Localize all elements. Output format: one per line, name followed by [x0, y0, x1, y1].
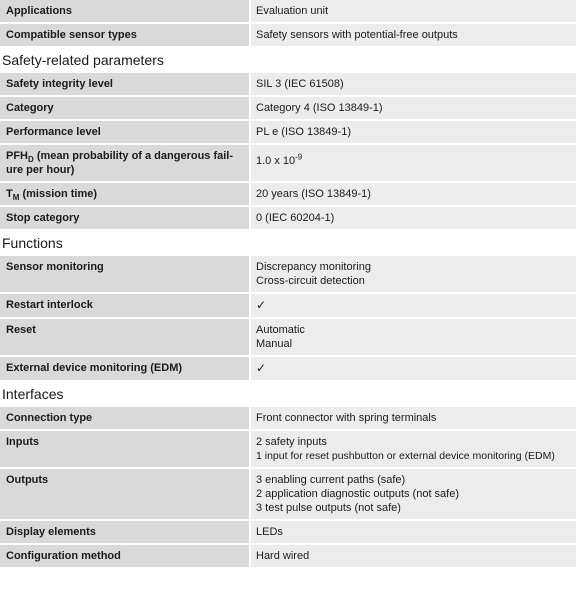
performance-level-label: Performance level [0, 121, 251, 145]
general-table [0, 0, 576, 48]
safety-section-heading: Safety-related parameters [2, 52, 164, 68]
outputs-value [251, 469, 576, 521]
restart-interlock-label: Restart interlock [0, 294, 251, 319]
connection-type-label: Connection type [0, 407, 251, 431]
sensor-monitoring-value [251, 256, 576, 294]
reset-line: Automatic [256, 324, 305, 336]
safety-table [0, 73, 576, 231]
table-row [0, 97, 576, 121]
sil-value: SIL 3 (IEC 61508) [251, 73, 576, 97]
outputs-line: 3 test pulse outputs (not safe) [256, 502, 401, 514]
pfh-value-base: 1.0 x 10 [256, 155, 296, 167]
table-row [0, 319, 576, 357]
inputs-value [251, 431, 576, 469]
table-row [0, 183, 576, 207]
table-row [0, 121, 576, 145]
table-row [0, 545, 576, 569]
configuration-method-value: Hard wired [251, 545, 576, 569]
table-row [0, 207, 576, 231]
table-row [0, 256, 576, 294]
mission-time-label [0, 183, 251, 207]
table-row [0, 521, 576, 545]
sensor-monitoring-label: Sensor monitoring [0, 256, 251, 294]
edm-value [251, 357, 576, 382]
display-elements-label: Display elements [0, 521, 251, 545]
display-elements-value: LEDs [251, 521, 576, 545]
table-row [0, 24, 576, 48]
mission-time-label-sub: M [12, 193, 20, 203]
pfh-label-main: PFH [6, 150, 28, 162]
category-label: Category [0, 97, 251, 121]
pfh-label-rest: (mean probability of a dangerous fail-ure per hour) [6, 150, 234, 176]
reset-label: Reset [0, 319, 251, 357]
outputs-line: 3 enabling current paths (safe) [256, 474, 406, 486]
outputs-label: Outputs [0, 469, 251, 521]
table-row [0, 294, 576, 319]
functions-section-heading: Functions [2, 235, 63, 251]
stop-category-value: 0 (IEC 60204-1) [251, 207, 576, 231]
table-row [0, 0, 576, 24]
checkmark-icon: ✓ [256, 298, 267, 312]
functions-table [0, 256, 576, 382]
table-row [0, 469, 576, 521]
pfh-label-sub: D [28, 155, 34, 165]
mission-time-value: 20 years (ISO 13849-1) [251, 183, 576, 207]
table-row [0, 73, 576, 97]
pfh-value-exponent: -9 [295, 152, 303, 162]
outputs-line: 2 application diagnostic outputs (not safe) [256, 488, 460, 500]
pfh-value [251, 145, 576, 183]
sensor-types-value: Safety sensors with potential-free outputs [251, 24, 576, 48]
inputs-line: 1 input for reset pushbutton or external device monitoring (EDM) [256, 450, 555, 462]
sensor-monitoring-line: Cross-circuit detection [256, 275, 365, 287]
stop-category-label: Stop category [0, 207, 251, 231]
configuration-method-label: Configuration method [0, 545, 251, 569]
sensor-types-label: Compatible sensor types [0, 24, 251, 48]
table-row [0, 357, 576, 382]
applications-label: Applications [0, 0, 251, 24]
inputs-line: 2 safety inputs [256, 436, 327, 448]
interfaces-table [0, 407, 576, 569]
inputs-label: Inputs [0, 431, 251, 469]
category-value: Category 4 (ISO 13849-1) [251, 97, 576, 121]
interfaces-section-heading: Interfaces [2, 386, 64, 402]
table-row [0, 145, 576, 183]
sensor-monitoring-line: Discrepancy monitoring [256, 261, 371, 273]
sil-label: Safety integrity level [0, 73, 251, 97]
reset-line: Manual [256, 338, 293, 350]
reset-value [251, 319, 576, 357]
pfh-label [0, 145, 251, 183]
mission-time-label-rest: (mission time) [19, 188, 98, 200]
performance-level-value: PL e (ISO 13849-1) [251, 121, 576, 145]
mission-time-label-main: T [6, 188, 13, 200]
checkmark-icon: ✓ [256, 361, 267, 375]
restart-interlock-value [251, 294, 576, 319]
table-row [0, 431, 576, 469]
edm-label: External device monitoring (EDM) [0, 357, 251, 382]
connection-type-value: Front connector with spring terminals [251, 407, 576, 431]
applications-value: Evaluation unit [251, 0, 576, 24]
table-row [0, 407, 576, 431]
